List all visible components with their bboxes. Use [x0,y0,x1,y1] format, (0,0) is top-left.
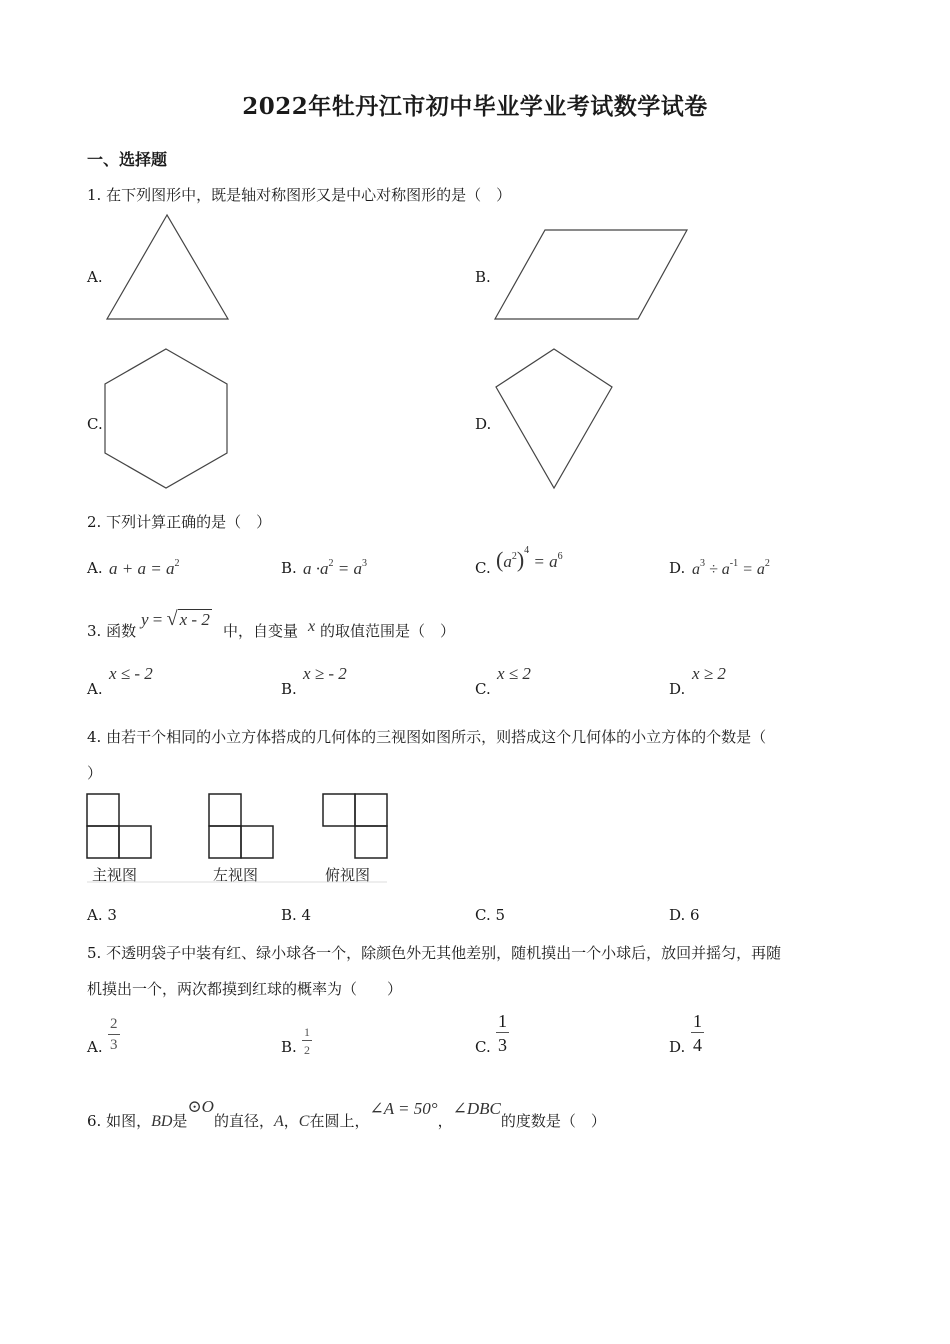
q5-option-c-fraction: $\frac{1}{3}$ [498,1011,507,1055]
q2-option-a-expression: $a + a = a^2$ [109,558,180,578]
page-title: 2022年牡丹江市初中毕业学业考试数学试卷 [242,93,708,120]
q1-option-b-label: B. [475,268,491,286]
left-view-label: 左视图 [213,866,259,884]
q1-option-d-label: D. [475,415,492,433]
question-4-text: 4. 由若干个相同的小立方体搭成的几何体的三视图如图所示，则搭成这个几何体的小立方体的个数是（ [87,728,767,746]
q2-option-c-label: C. [475,559,491,577]
q2-option-b-label: B. [281,559,297,577]
q2-option-b-expression: $a \cdot a^2 = a^3$ [303,558,367,578]
question-3-middle: 中，自变量 [223,622,299,640]
front-view-label: 主视图 [92,866,138,884]
q3-option-a-label: A. [87,680,103,698]
q2-option-d-expression: $a^3 \div a^{-1} = a^2$ [692,558,770,578]
q3-option-b-expression: x ≥ - 2 [303,664,347,683]
q4-option-c: C. 5 [475,906,506,924]
q3-option-d-expression: x ≥ 2 [692,664,726,683]
q3-option-d-label: D. [669,680,686,698]
q4-option-a: A. 3 [87,906,117,924]
q3-option-b-label: B. [281,680,297,698]
q3-option-a-expression: x ≤ - 2 [109,664,153,683]
q5-option-a-fraction: $\frac{2}{3}$ [110,1016,118,1053]
question-1-text: 1. 在下列图形中，既是轴对称图形又是中心对称图形的是（ ） [87,186,512,204]
question-3-suffix: 的取值范围是（ ） [320,622,456,640]
q5-option-d-fraction: $\frac{1}{4}$ [693,1011,702,1055]
q5-option-b-fraction: $\frac{1}{2}$ [304,1025,310,1057]
q2-option-d-label: D. [669,559,686,577]
question-3-prefix: 3. 函数 [87,622,137,640]
q5-option-a-label: A. [87,1038,103,1056]
q1-option-a-label: A. [87,268,103,286]
q5-option-c-label: C. [475,1038,491,1056]
q3-function-expression: y = √ x - 2 [141,608,210,630]
question-2-text: 2. 下列计算正确的是（ ） [87,513,272,531]
q5-option-d-label: D. [669,1038,686,1056]
top-view-label: 俯视图 [325,866,371,884]
section-heading: 一、选择题 [87,150,168,169]
q3-option-c-label: C. [475,680,491,698]
question-5-text-cont: 机摸出一个，两次都摸到红球的概率为（ ） [87,980,403,998]
question-5-text: 5. 不透明袋子中装有红、绿小球各一个，除颜色外无其他差别，随机摸出一个小球后，放回并摇匀，再随 [87,944,782,962]
q3-variable: x [308,618,316,635]
q2-option-c-expression: $(a^2)^4 = a^6$ [496,545,563,572]
q4-option-b: B. 4 [281,906,312,924]
q5-option-b-label: B. [281,1038,297,1056]
q4-option-d: D. 6 [669,906,700,924]
q2-option-a-label: A. [87,559,103,577]
question-6-text: 6. 如图，BD是⊙O的直径，A，C在圆上，∠A = 50°，∠DBC的度数是（ ） [87,1097,606,1130]
q1-option-c-label: C. [87,415,103,433]
question-4-text-cont: ） [87,764,103,782]
q3-option-c-expression: x ≤ 2 [497,664,531,683]
